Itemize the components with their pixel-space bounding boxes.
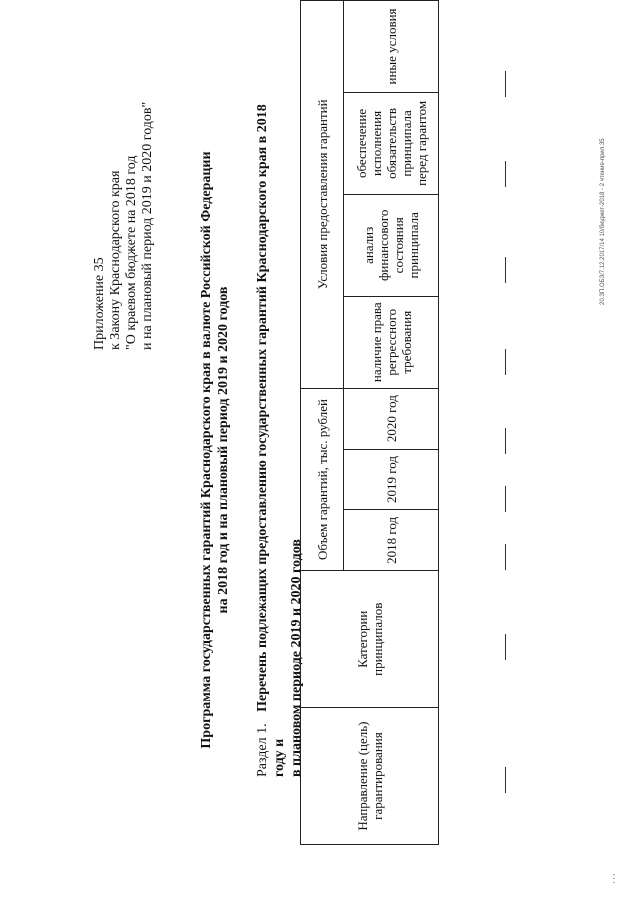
condition-security: обеспечение исполнения обязательств принципала перед гарантом xyxy=(344,92,439,194)
appendix-line: Приложение 35 xyxy=(92,257,107,350)
empty-cell-dash xyxy=(505,634,506,660)
appendix-line: и на плановый период 2019 и 2020 годов" xyxy=(140,101,155,350)
title-line: Программа государственных гарантий Краснодарского края в валюте Российской Федерации xyxy=(199,151,214,749)
header-categories: Категории принципалов xyxy=(301,571,439,708)
section-title-line: в плановом периоде 2019 и 2020 годов xyxy=(289,539,304,777)
section-label: Раздел 1. xyxy=(255,723,270,777)
empty-cell-dash xyxy=(505,767,506,793)
year-2020: 2020 год xyxy=(344,388,439,449)
year-2019: 2019 год xyxy=(344,449,439,510)
header-conditions: Условия предоставления гарантий xyxy=(301,1,344,389)
appendix-line: "О краевом бюджете на 2018 год xyxy=(124,155,139,350)
empty-cell-dash xyxy=(505,428,506,454)
empty-cell-dash xyxy=(505,257,506,283)
section-title-line: Перечень подлежащих предоставлению государственных гарантий Краснодарского края в 2018 году и xyxy=(255,104,287,777)
appendix-line: к Закону Краснодарского края xyxy=(108,170,123,350)
header-volume: Объем гарантий, тыс. рублей xyxy=(301,388,344,571)
document-title xyxy=(198,125,232,775)
condition-other: иные условия xyxy=(344,1,439,93)
page-marks: ' ' ' xyxy=(612,873,621,883)
section-heading xyxy=(254,77,305,777)
empty-cell-dash xyxy=(505,161,506,187)
appendix-header xyxy=(92,102,156,350)
guarantees-table xyxy=(300,0,439,845)
title-line: на 2018 год и на плановый период 2019 и 2020 годов xyxy=(216,286,231,614)
condition-regress: наличие права регрессного требования xyxy=(344,296,439,388)
year-2018: 2018 год xyxy=(344,510,439,571)
empty-cell-dash xyxy=(505,486,506,512)
empty-cell-dash xyxy=(505,71,506,97)
empty-cell-dash xyxy=(505,544,506,570)
header-direction: Направление (цель) гарантирования xyxy=(301,708,439,845)
document-code: 20.ЗП.ОБЗ/7.12.2017/14 10/бюджет-2018 - 2 чтение-прил.35 xyxy=(600,138,606,305)
empty-cell-dash xyxy=(505,349,506,375)
condition-analysis: анализ финансового состояния принципала xyxy=(344,194,439,296)
